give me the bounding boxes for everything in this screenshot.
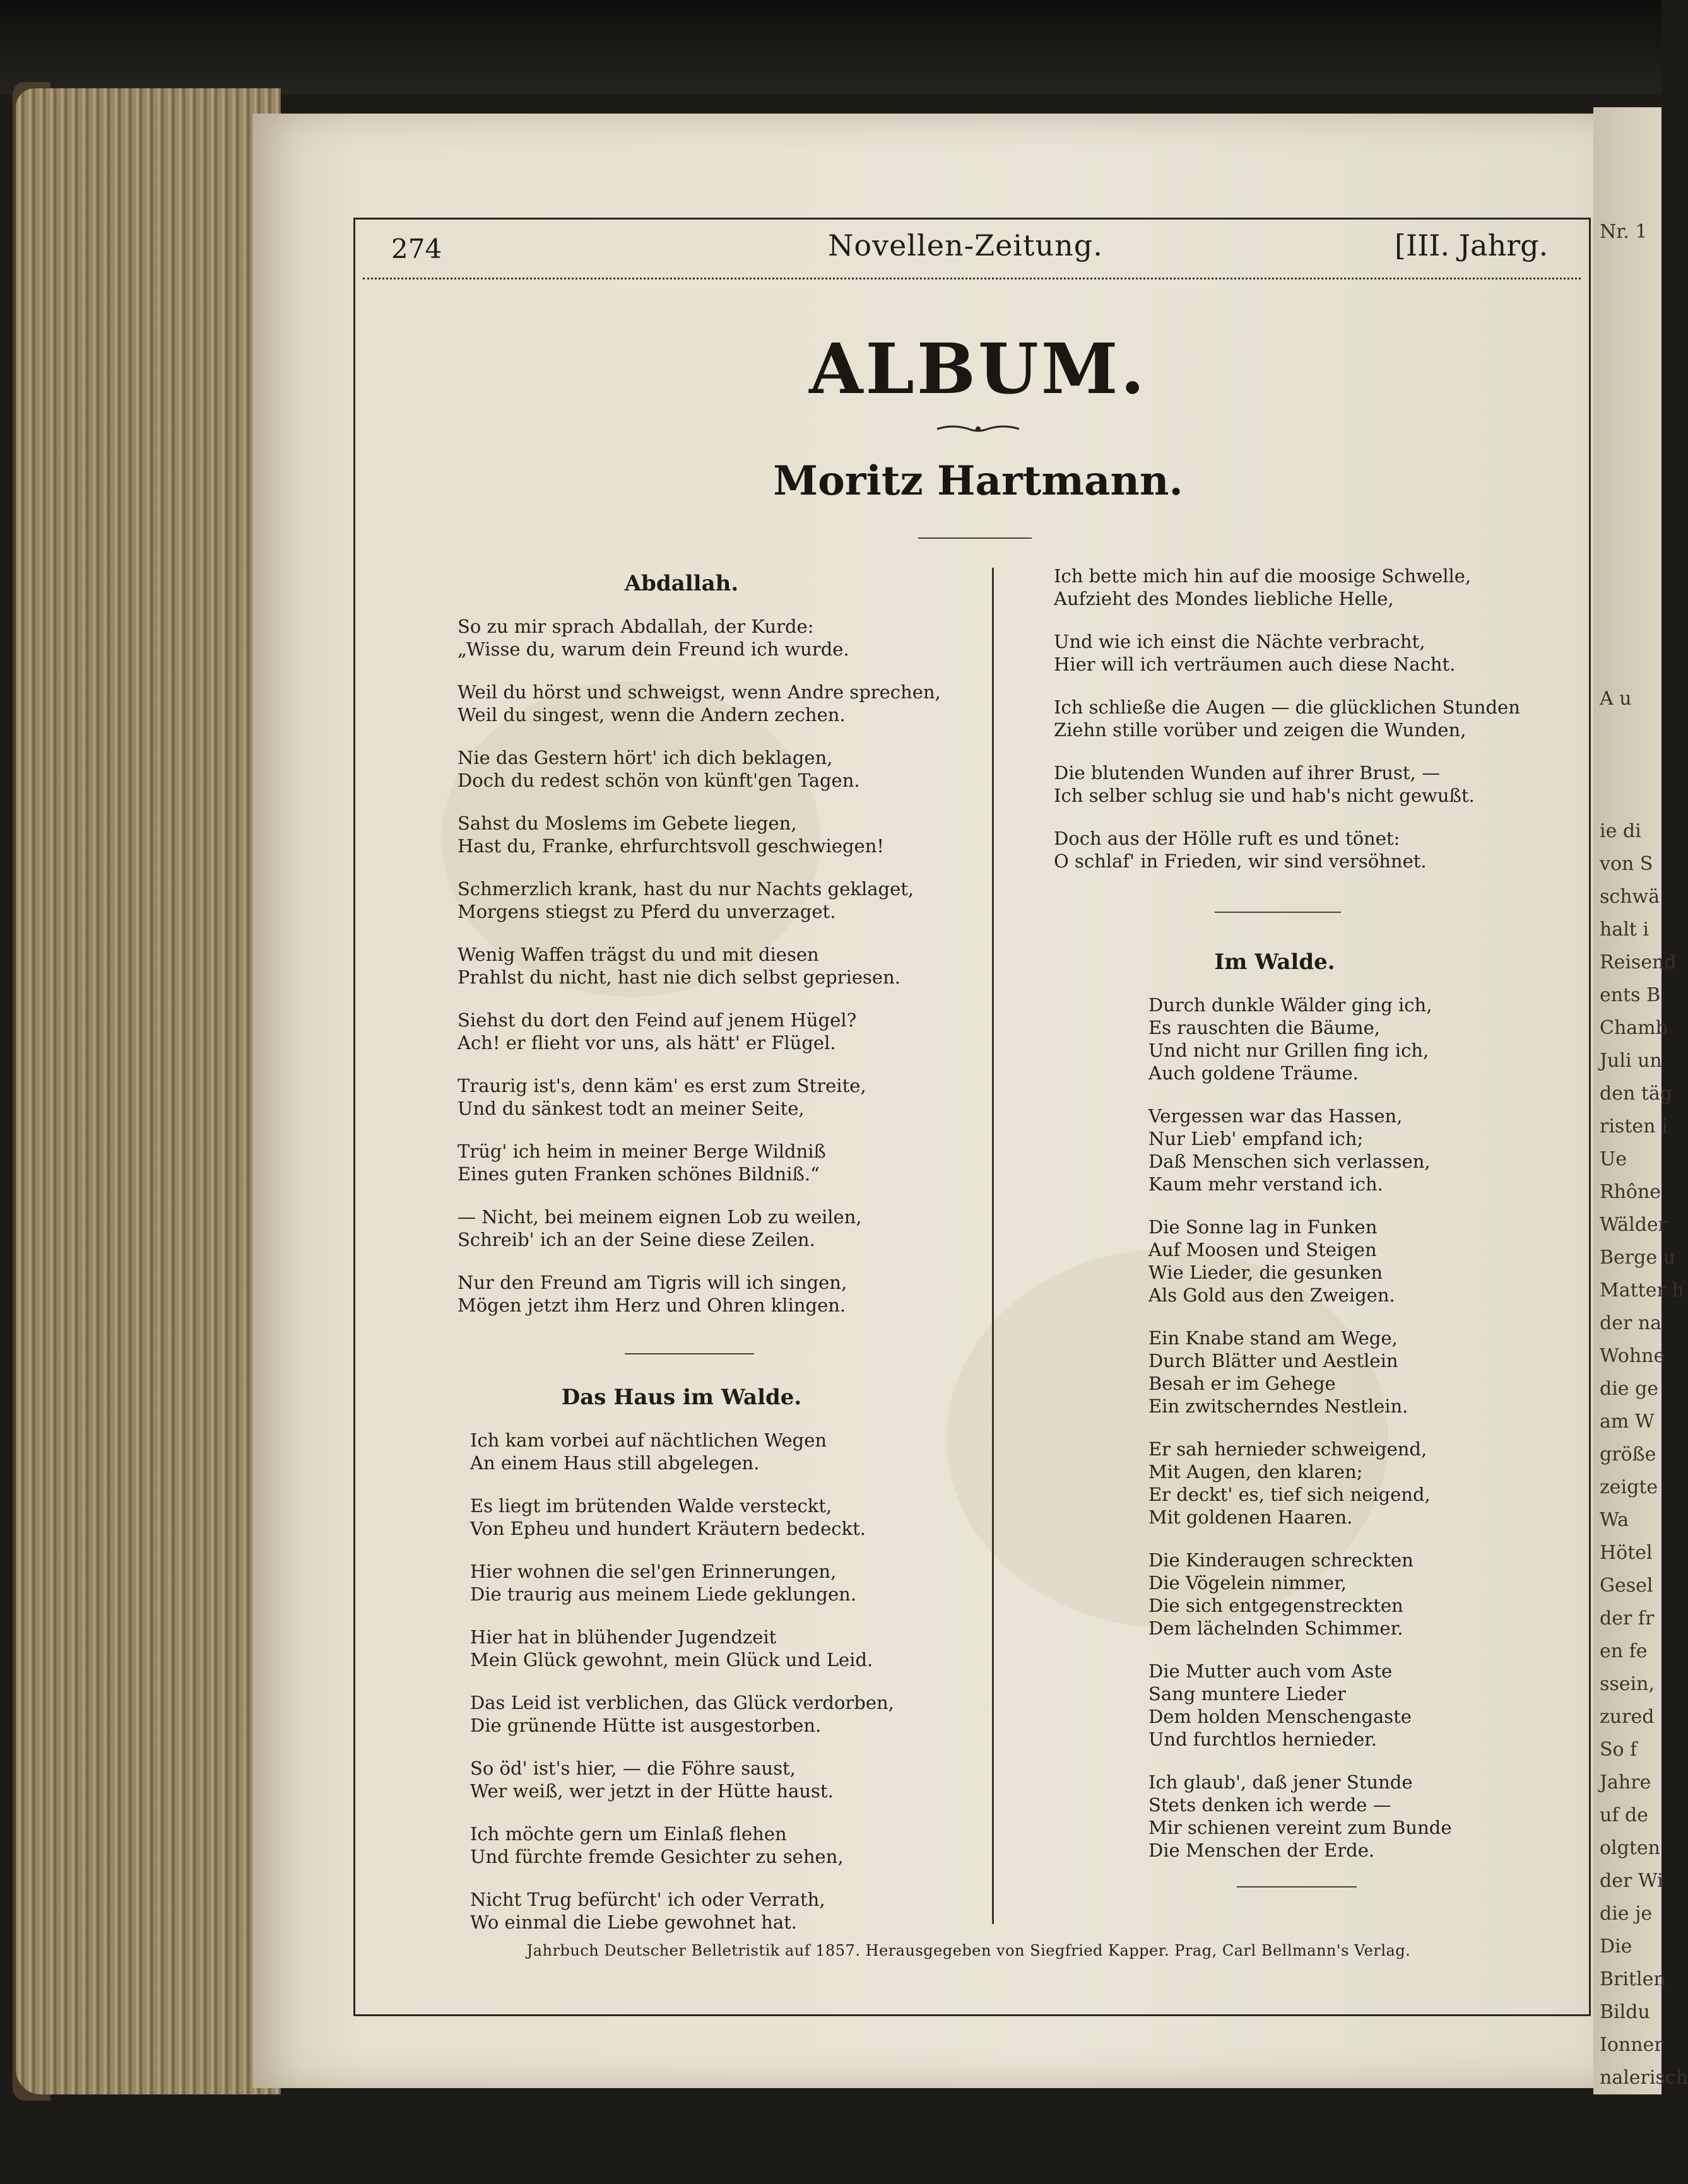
verse-line: Doch du redest schön von künft'gen Tagen.: [457, 770, 860, 791]
verse-line: Wie Lieder, die gesunken: [1148, 1262, 1383, 1283]
stanza: [470, 1494, 866, 1540]
stanza: [457, 1206, 862, 1251]
verse-line: Nicht Trug befürcht' ich oder Verrath,: [470, 1889, 825, 1910]
verse-line: Hier hat in blühender Jugendzeit: [470, 1626, 777, 1648]
next-page-fragment: der Wi: [1600, 1870, 1663, 1892]
verse-line: Die Sonne lag in Funken: [1148, 1216, 1378, 1238]
next-page-fragment: Wälder: [1600, 1214, 1668, 1236]
verse-line: Er deckt' es, tief sich neigend,: [1148, 1484, 1431, 1505]
stanza: [470, 1626, 873, 1671]
verse-line: Die Menschen der Erde.: [1148, 1840, 1375, 1861]
verse-line: Vergessen war das Hassen,: [1148, 1105, 1403, 1127]
stanza: [1148, 994, 1432, 1084]
stanza: [1148, 1327, 1408, 1418]
verse-line: Eines guten Franken schönes Bildniß.“: [457, 1163, 820, 1185]
next-page-fragment: zured: [1600, 1706, 1655, 1728]
next-page-fragment: Rhône: [1600, 1181, 1661, 1203]
verse-line: Ich möchte gern um Einlaß flehen: [470, 1823, 787, 1845]
verse-line: Trüg' ich heim in meiner Berge Wildniß: [457, 1141, 826, 1162]
stanza: [1054, 696, 1520, 741]
stanza: [1148, 1771, 1451, 1862]
next-page-fragment: zeigte: [1600, 1476, 1658, 1498]
next-page-fragment: die je: [1600, 1903, 1653, 1925]
verse-line: Und furchtlos hernieder.: [1148, 1729, 1378, 1750]
ornament-flourish-icon: [934, 423, 1022, 435]
verse-line: Es rauschten die Bäume,: [1148, 1017, 1380, 1038]
verse-line: Mit goldenen Haaren.: [1148, 1506, 1353, 1528]
verse-line: Durch dunkle Wälder ging ich,: [1148, 994, 1432, 1016]
next-page-edge: [1593, 107, 1688, 2094]
page-stack-edge: [16, 88, 281, 2094]
next-page-fragment: größe: [1600, 1443, 1656, 1465]
verse-line: Sahst du Moslems im Gebete liegen,: [457, 813, 797, 834]
verse-line: Besah er im Gehege: [1148, 1373, 1336, 1394]
verse-line: Ich kam vorbei auf nächtlichen Wegen: [470, 1430, 827, 1451]
verse-line: Mein Glück gewohnt, mein Glück und Leid.: [470, 1649, 873, 1670]
title-rule: [918, 537, 1032, 539]
verse-line: Schmerzlich krank, hast du nur Nachts geklaget,: [457, 878, 914, 900]
next-page-fragment: Chamb: [1600, 1017, 1668, 1039]
next-page-fragment: der na: [1600, 1312, 1662, 1334]
poem-title-das-haus-im-walde: Das Haus im Walde.: [561, 1385, 802, 1410]
next-page-fragment: Juli un: [1600, 1050, 1662, 1072]
album-title: ALBUM.: [809, 328, 1147, 409]
stanza: [470, 1429, 827, 1474]
next-page-fragment: halt i: [1600, 919, 1649, 941]
verse-line: O schlaf' in Frieden, wir sind versöhnet.: [1054, 850, 1427, 872]
verse-line: Durch Blätter und Aestlein: [1148, 1350, 1398, 1371]
poem-title-abdallah: Abdallah.: [624, 571, 739, 596]
stanza: [1148, 1549, 1414, 1640]
stanza: [1054, 827, 1427, 872]
next-page-fragment: uf de: [1600, 1804, 1648, 1826]
next-page-fragment: nalerisch: [1600, 2067, 1688, 2089]
next-page-fragment: Reisend: [1600, 951, 1677, 973]
verse-line: Schreib' ich an der Seine diese Zeilen.: [457, 1229, 815, 1250]
verse-line: Auch goldene Träume.: [1148, 1062, 1359, 1084]
next-page-fragment: den täg: [1600, 1083, 1672, 1105]
verse-line: Mögen jetzt ihm Herz und Ohren klingen.: [457, 1295, 846, 1316]
verse-line: Hast du, Franke, ehrfurchtsvoll geschwiegen!: [457, 835, 885, 857]
verse-line: Und nicht nur Grillen fing ich,: [1148, 1040, 1429, 1061]
next-page-fragment: Bildu: [1600, 2001, 1650, 2023]
stanza: [457, 943, 900, 989]
verse-line: Ich selber schlug sie und hab's nicht gewußt.: [1054, 785, 1475, 806]
next-page-fragment: Matter h: [1600, 1279, 1684, 1301]
verse-line: Nie das Gestern hört' ich dich beklagen,: [457, 747, 833, 768]
verse-line: Die grünende Hütte ist ausgestorben.: [470, 1715, 822, 1736]
author-name: Moritz Hartmann.: [773, 457, 1183, 505]
verse-line: Wer weiß, wer jetzt in der Hütte haust.: [470, 1780, 834, 1802]
stanza: [1148, 1216, 1395, 1306]
next-page-fragment: Britlen: [1600, 1968, 1666, 1990]
next-page-fragment: en fe: [1600, 1640, 1648, 1662]
verse-line: Dem lächelnden Schimmer.: [1148, 1617, 1403, 1639]
stanza: [457, 1140, 826, 1185]
verse-line: Hier wohnen die sel'gen Erinnerungen,: [470, 1561, 837, 1582]
verse-line: Nur den Freund am Tigris will ich singen,: [457, 1272, 847, 1293]
stanza: [457, 1074, 866, 1120]
verse-line: Ein zwitscherndes Nestlein.: [1148, 1395, 1408, 1417]
stanza: [1148, 1438, 1431, 1529]
verse-line: Daß Menschen sich verlassen,: [1148, 1151, 1431, 1172]
next-page-fragment: So f: [1600, 1739, 1638, 1761]
next-page-fragment: ssein,: [1600, 1673, 1655, 1695]
verse-line: Und du sänkest todt an meiner Seite,: [457, 1098, 805, 1119]
verse-line: Weil du singest, wenn die Andern zechen.: [457, 704, 846, 725]
next-page-fragment: Wa: [1600, 1509, 1629, 1531]
stanza: [1148, 1660, 1412, 1751]
poem-separator: [625, 1353, 754, 1354]
stanza: [470, 1560, 856, 1606]
verse-line: Er sah hernieder schweigend,: [1148, 1438, 1427, 1460]
verse-line: Die blutenden Wunden auf ihrer Brust, —: [1054, 762, 1440, 784]
verse-line: Dem holden Menschengaste: [1148, 1706, 1412, 1727]
verse-line: Mir schienen vereint zum Bunde: [1148, 1817, 1452, 1838]
verse-line: Hier will ich verträumen auch diese Nacht.: [1054, 654, 1456, 675]
poem-separator: [1215, 912, 1341, 913]
verse-line: Ein Knabe stand am Wege,: [1148, 1327, 1398, 1349]
volume-label: [III. Jahrg.: [1395, 228, 1549, 262]
next-page-fragment: Berge u: [1600, 1247, 1675, 1269]
next-page-fragment: schwä: [1600, 886, 1660, 908]
next-page-fragment: risten i: [1600, 1115, 1668, 1137]
verse-line: Aufzieht des Mondes liebliche Helle,: [1054, 588, 1394, 609]
next-page-fragment: der fr: [1600, 1607, 1655, 1629]
next-page-fragment: Gesel: [1600, 1575, 1653, 1597]
stanza: [1148, 1105, 1431, 1195]
stanza: [1054, 630, 1455, 676]
verse-line: So zu mir sprach Abdallah, der Kurde:: [457, 616, 814, 637]
verse-line: Die Mutter auch vom Aste: [1148, 1660, 1393, 1682]
background-shadow: [0, 0, 1661, 95]
verse-line: Die Kinderaugen schreckten: [1148, 1549, 1414, 1571]
verse-line: Prahlst du nicht, hast nie dich selbst gepriesen.: [457, 966, 900, 988]
stanza: [470, 1888, 825, 1934]
stanza: [1054, 761, 1475, 807]
poem-title-im-walde: Im Walde.: [1214, 949, 1335, 975]
verse-line: „Wisse du, warum dein Freund ich wurde.: [457, 638, 849, 660]
next-page-fragment: Die: [1600, 1935, 1632, 1958]
verse-line: Traurig ist's, denn käm' es erst zum Streite,: [457, 1075, 866, 1096]
next-page-fragment: Ue: [1600, 1148, 1627, 1170]
stanza: [457, 746, 860, 792]
stanza: [457, 1271, 847, 1317]
verse-line: Doch aus der Hölle ruft es und tönet:: [1054, 828, 1400, 849]
next-page-fragment: Wohne: [1600, 1345, 1665, 1367]
verse-line: Ich glaub', daß jener Stunde: [1148, 1771, 1413, 1793]
journal-title: Novellen-Zeitung.: [828, 228, 1103, 262]
stanza: [470, 1757, 834, 1802]
verse-line: Es liegt im brütenden Walde versteckt,: [470, 1495, 832, 1517]
stanza: [470, 1823, 844, 1868]
verse-line: So öd' ist's hier, — die Föhre saust,: [470, 1758, 796, 1779]
page-number: 274: [391, 233, 442, 264]
verse-line: Stets denken ich werde —: [1148, 1794, 1391, 1816]
verse-line: Mit Augen, den klaren;: [1148, 1461, 1363, 1482]
verse-line: Wo einmal die Liebe gewohnet hat.: [470, 1911, 798, 1933]
stanza: [457, 615, 849, 660]
next-page-fragment: Jahre: [1600, 1771, 1651, 1794]
verse-line: Und fürchte fremde Gesichter zu sehen,: [470, 1846, 844, 1867]
next-page-fragment: am W: [1600, 1411, 1655, 1433]
next-page-fragment: Hötel: [1600, 1542, 1653, 1564]
verse-line: Auf Moosen und Steigen: [1148, 1239, 1377, 1260]
next-page-fragment: ents B: [1600, 984, 1661, 1006]
verse-line: An einem Haus still abgelegen.: [470, 1452, 760, 1474]
verse-line: Als Gold aus den Zweigen.: [1148, 1284, 1395, 1306]
verse-line: Weil du hörst und schweigst, wenn Andre sprechen,: [457, 681, 941, 703]
page-footer: Jahrbuch Deutscher Belletristik auf 1857. Herausgegeben von Siegfried Kapper. Prag, Carl Bellmann's Verlag.: [526, 1942, 1411, 1959]
next-page-fragment: ie di: [1600, 820, 1641, 842]
verse-line: — Nicht, bei meinem eignen Lob zu weilen,: [457, 1206, 862, 1228]
stanza: [457, 1009, 856, 1054]
column-divider: [992, 568, 994, 1924]
verse-line: Die traurig aus meinem Liede geklungen.: [470, 1583, 857, 1605]
verse-line: Siehst du dort den Feind auf jenem Hügel?: [457, 1009, 857, 1031]
stanza: [457, 878, 914, 923]
stanza: [457, 812, 884, 857]
verse-line: Ziehn stille vorüber und zeigen die Wunden,: [1054, 719, 1467, 741]
verse-line: Wenig Waffen trägst du und mit diesen: [457, 944, 819, 965]
verse-line: Von Epheu und hundert Kräutern bedeckt.: [470, 1518, 866, 1539]
stanza: [1054, 565, 1471, 610]
stanza: [457, 681, 941, 726]
verse-line: Ich bette mich hin auf die moosige Schwelle,: [1054, 565, 1472, 587]
verse-line: Morgens stiegst zu Pferd du unverzaget.: [457, 901, 836, 922]
verse-line: Die Vögelein nimmer,: [1148, 1572, 1347, 1594]
verse-line: Das Leid ist verblichen, das Glück verdorben,: [470, 1692, 894, 1713]
next-page-fragment: Ionner: [1600, 2034, 1663, 2056]
verse-line: Die sich entgegenstreckten: [1148, 1595, 1403, 1616]
next-page-fragment: von S: [1600, 853, 1653, 875]
verse-line: Und wie ich einst die Nächte verbracht,: [1054, 631, 1425, 652]
next-page-fragment: A u: [1600, 688, 1632, 710]
next-page-fragment: die ge: [1600, 1378, 1659, 1400]
poem-end-rule: [1237, 1886, 1357, 1888]
verse-line: Sang muntere Lieder: [1148, 1683, 1346, 1705]
stanza: [470, 1691, 894, 1737]
header-rule: [363, 278, 1581, 279]
verse-line: Nur Lieb' empfand ich;: [1148, 1128, 1364, 1149]
verse-line: Ach! er flieht vor uns, als hätt' er Flügel.: [457, 1032, 836, 1054]
verse-line: Kaum mehr verstand ich.: [1148, 1173, 1383, 1195]
next-page-fragment: Nr. 1: [1600, 221, 1648, 243]
verse-line: Ich schließe die Augen — die glücklichen Stunden: [1054, 696, 1520, 718]
next-page-fragment: olgten: [1600, 1837, 1660, 1859]
